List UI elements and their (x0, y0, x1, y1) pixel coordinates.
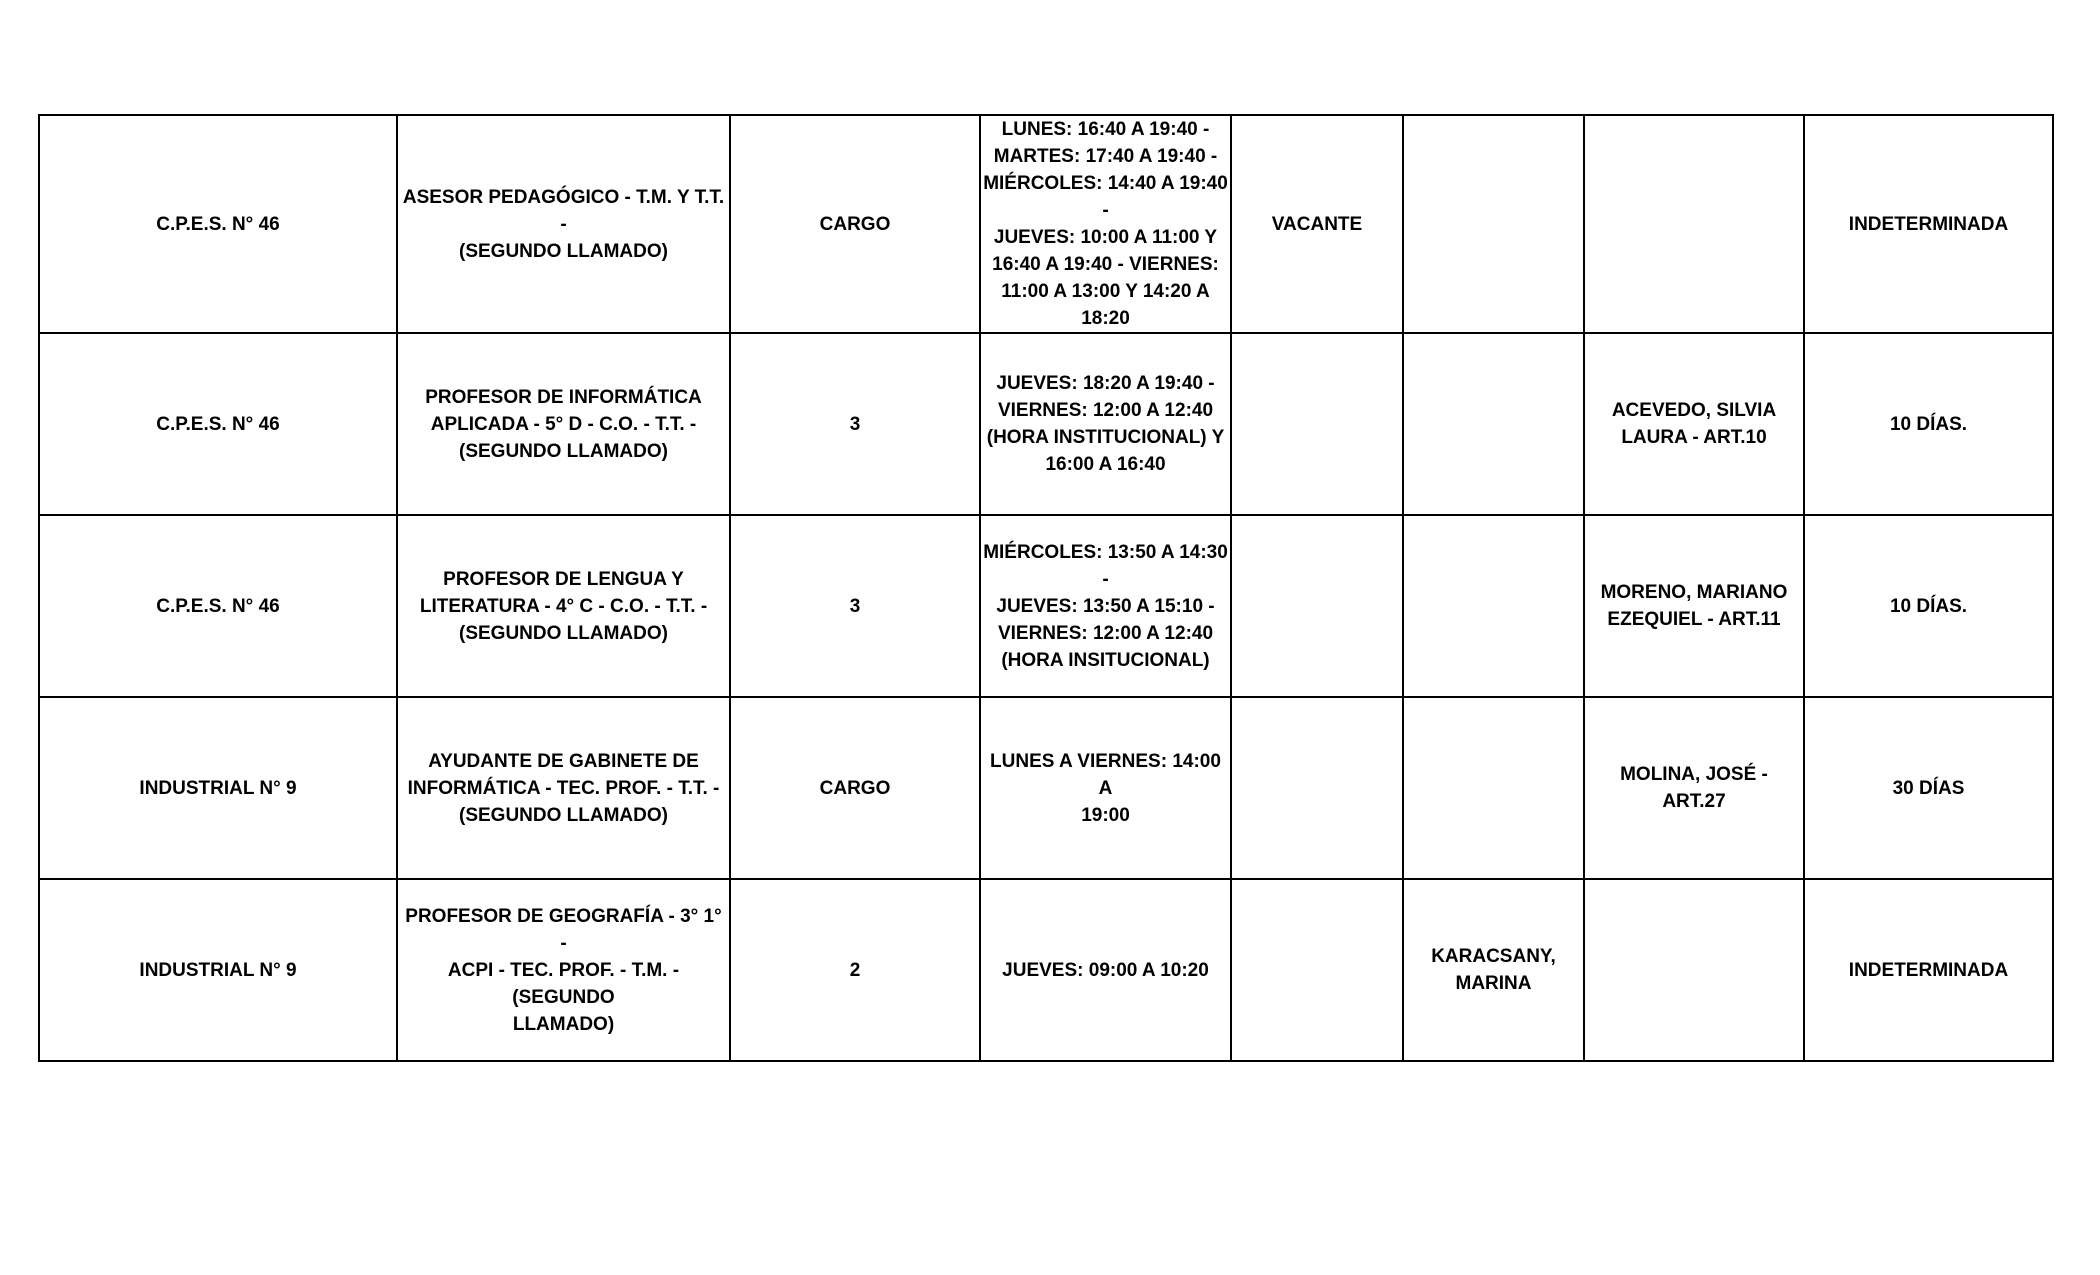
hours-cell: 3 (730, 515, 980, 697)
status-cell (1231, 697, 1403, 879)
duration-cell: 30 DÍAS (1804, 697, 2053, 879)
hours-cell: 2 (730, 879, 980, 1061)
table-row (39, 697, 2053, 879)
position-cell: ASESOR PEDAGÓGICO - T.M. Y T.T. - (SEGUNDO LLAMADO) (397, 115, 730, 333)
substitute-cell (1584, 879, 1804, 1061)
substitute-cell: MORENO, MARIANO EZEQUIEL - ART.11 (1584, 515, 1804, 697)
position-cell: PROFESOR DE LENGUA Y LITERATURA - 4° C - C.O. - T.T. - (SEGUNDO LLAMADO) (397, 515, 730, 697)
status-cell (1231, 515, 1403, 697)
duration-cell: INDETERMINADA (1804, 115, 2053, 333)
table-row (39, 515, 2053, 697)
substitute-cell: ACEVEDO, SILVIA LAURA - ART.10 (1584, 333, 1804, 515)
schedule-cell: MIÉRCOLES: 13:50 A 14:30 - JUEVES: 13:50 A 15:10 - VIERNES: 12:00 A 12:40 (HORA INSITUCIONAL) (980, 515, 1231, 697)
school-cell: C.P.E.S. N° 46 (39, 333, 397, 515)
status-cell (1231, 333, 1403, 515)
substitute-cell (1584, 115, 1804, 333)
table-row (39, 115, 2053, 333)
substitute-cell: MOLINA, JOSÉ - ART.27 (1584, 697, 1804, 879)
status-cell: VACANTE (1231, 115, 1403, 333)
duration-cell: INDETERMINADA (1804, 879, 2053, 1061)
position-cell: PROFESOR DE INFORMÁTICA APLICADA - 5° D - C.O. - T.T. - (SEGUNDO LLAMADO) (397, 333, 730, 515)
position-cell: PROFESOR DE GEOGRAFÍA - 3° 1° - ACPI - TEC. PROF. - T.M. -(SEGUNDO LLAMADO) (397, 879, 730, 1061)
table-row (39, 333, 2053, 515)
schedule-cell: JUEVES: 18:20 A 19:40 - VIERNES: 12:00 A 12:40 (HORA INSTITUCIONAL) Y 16:00 A 16:40 (980, 333, 1231, 515)
school-cell: INDUSTRIAL N° 9 (39, 697, 397, 879)
vacancy-table (38, 114, 2054, 1062)
status-cell (1231, 879, 1403, 1061)
holder-cell: KARACSANY, MARINA (1403, 879, 1584, 1061)
holder-cell (1403, 333, 1584, 515)
holder-cell (1403, 515, 1584, 697)
school-cell: INDUSTRIAL N° 9 (39, 879, 397, 1061)
duration-cell: 10 DÍAS. (1804, 515, 2053, 697)
duration-cell: 10 DÍAS. (1804, 333, 2053, 515)
table-row (39, 879, 2053, 1061)
hours-cell: CARGO (730, 697, 980, 879)
schedule-cell: LUNES A VIERNES: 14:00 A 19:00 (980, 697, 1231, 879)
schedule-cell: LUNES: 16:40 A 19:40 - MARTES: 17:40 A 19:40 - MIÉRCOLES: 14:40 A 19:40 - JUEVES: 10:00 A 11:00 Y 16:40 A 19:40 - VIERNES: 11:00 A 13:00 Y 14:20 A 18:20 (980, 115, 1231, 333)
holder-cell (1403, 697, 1584, 879)
position-cell: AYUDANTE DE GABINETE DE INFORMÁTICA - TEC. PROF. - T.T. - (SEGUNDO LLAMADO) (397, 697, 730, 879)
schedule-cell: JUEVES: 09:00 A 10:20 (980, 879, 1231, 1061)
school-cell: C.P.E.S. N° 46 (39, 115, 397, 333)
hours-cell: 3 (730, 333, 980, 515)
school-cell: C.P.E.S. N° 46 (39, 515, 397, 697)
hours-cell: CARGO (730, 115, 980, 333)
holder-cell (1403, 115, 1584, 333)
